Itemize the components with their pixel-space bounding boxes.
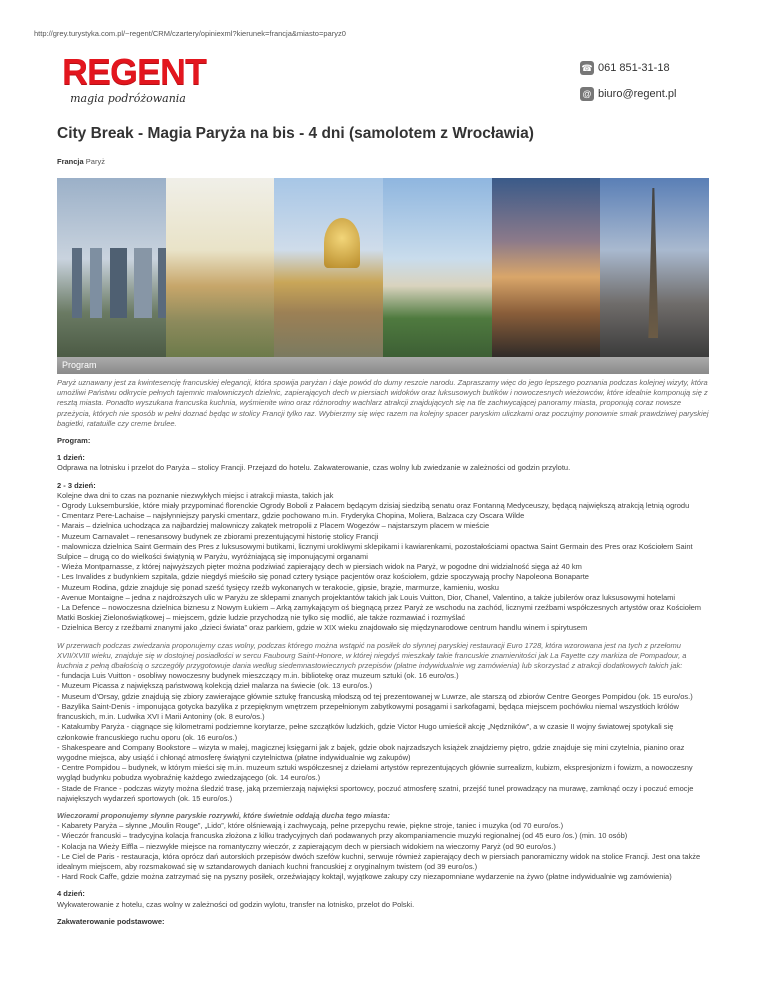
program-section-bar: Program (57, 357, 709, 374)
extra-item: - Muzeum Picassa z największą państwową kolekcją dzieł malarza na świecie (ok. 13 euro/os.) (57, 681, 373, 691)
page-url: http://grey.turystyka.com.pl/~regent/CRM/czartery/opiniexml?kierunek=francja&miasto=paryz0 (34, 29, 346, 38)
regent-logo[interactable] (62, 51, 207, 110)
day4-text: Wykwaterowanie z hotelu, czas wolny w zależności od godzin wylotu, transfer na lotnisko, przelot do Polski. (57, 899, 415, 909)
photo-notre-dame (492, 178, 601, 358)
day23-line: - Cmentarz Pere-Lachaise – najsłynniejszy paryski cmentarz, gdzie pochowano m.in. Fryderyka Chopina, Moliera, Balzaca czy Oscara Wilde (57, 511, 525, 521)
photo-strip (57, 178, 709, 358)
day23-line: - Avenue Montaigne – jedna z najdroższych ulic w Paryżu ze sklepami znanych projektantów takich jak Louis Vuitton, Dior, Chanel, Valentino, a także jubilerów oraz luksusowymi hotelami (57, 592, 676, 602)
lunch-note: W przerwach podczas zwiedzania proponujemy czas wolny, podczas którego można wstąpić na posiłek do słynnej paryskiej restauracji Euro 1728, która wzorowana jest na tych z przełomu XVII/XVIII wieku, znajduje się w dostojnej posiadłości w sercu Faubourg Saint-Honore, w której niegdyś mieszkały takie francuskie znamienitości jak La Fayette czy markiza de Pompadour, a kuchnia z pełną dbałością o szczegóły przygotowuje dania według siedemnastowiecznych przepisów (płatne indywidualnie wg zamówienia) lub skorzystać z atrakcji dodatkowych takich jak: (57, 640, 687, 671)
evening-item: - Kolacja na Wieży Eiffla – niezwykłe miejsce na romantyczny wieczór, z zapierającym dech w piersiach widokiem na wieczorny Paryż (od 90 euro/os.) (57, 841, 556, 851)
phone-icon: ☎ (581, 63, 593, 73)
day23-title: 2 - 3 dzień: (57, 480, 96, 490)
intro-text: Paryż uznawany jest za kwintesencję francuskiej elegancji, która spowija paryżan i daje powód do dumy reszcie narodu. Zapraszamy więc do jego lepszego poznania podczas kolejnej wizyty, która umożliwi Państwu odkrycie pełnych tajemnic malowniczych dzielnic, zapierających dech w piersiach widoków oraz luksusowych butików i nowoczesnych wieżowców, które idealnie komponują się z resztą miasta. Ponadto wyszukana francuska kuchnia, wyśmienite wino oraz różnorodny wachlarz atrakcji znajdujących się na tle zachwycającej panoramy miasta, proponują coraz nowsze przeżycia, których nie sposób w pełni doznać będąc w stolicy Francji tylko raz. Wybierzmy się więc razem na kolejny spacer paryskim uliczkami oraz poczujmy ponownie smak prawdziwej paryskiej bagietki, ratatuille czy creme brulee. (57, 378, 709, 428)
page-title: City Break - Magia Paryża na bis - 4 dni (samolotem z Wrocławia) (57, 125, 534, 142)
day23-line: - Ogrody Luksemburskie, które miały przypominać florenckie Ogrody Boboli z Pałacem będącym dzisiaj siedzibą senatu oraz Fontanną Medyceuszy, będącą największą atrakcją letnią ogrodu (57, 501, 690, 511)
photo-versailles (166, 178, 275, 358)
email-address[interactable]: biuro@regent.pl (598, 88, 677, 100)
location-country: Francja (57, 157, 84, 166)
accommodation-heading: Zakwaterowanie podstawowe: (57, 916, 165, 926)
day23-line: - Muzeum Carnavalet – renesansowy budynek ze zbiorami prezentującymi historię stolicy Francji (57, 531, 379, 541)
contact-email[interactable] (580, 84, 676, 104)
evening-item: - Le Ciel de Paris - restauracja, która oprócz dań autorskich przepisów dwóch szefów kuchni, serwuje również zapierający dech w piersiach panoramiczny widok na stolice Francji. Jest ona także idealnym miejscem, aby rozsmakować się w sztandarowych daniach kuchni francuskiej z oryginalnym twistem (od 39 euro/os.) (57, 851, 701, 871)
logo-tagline: magia podróżowania (70, 92, 186, 105)
email-icon: @ (580, 87, 594, 101)
logo-wordmark: REGENT (62, 51, 207, 92)
program-heading: Program: (57, 436, 91, 446)
evening-item: - Hard Rock Caffe, gdzie można zatrzymać się na pyszny posiłek, orzeźwiający koktajl, wyjątkowe zakupy czy niezapomniane wydarzenie na żywo (płatne indywidualnie wg zamówienia) (57, 872, 672, 882)
extra-item: - Katakumby Paryża - ciągnące się kilometrami podziemne korytarze, pełne szczątków ludzkich, gdzie Victor Hugo umieścił akcję „Nędzników”, a w czasie II wojny światowej spotykali się członkowie francuskiego ruchu oporu (ok. 16 euro/os.) (57, 722, 674, 742)
photo-la-defense (57, 178, 166, 358)
contact-box (580, 58, 676, 110)
extra-item: - Museum d'Orsay, gdzie znajdują się zbiory zawierające głównie sztukę francuską młodszą od tej prezentowanej w Luwrze, ale starszą od zbiorów Centre Georges Pompidou (ok. 15 euro/os.) (57, 691, 693, 701)
day1-title: 1 dzień: (57, 453, 85, 463)
day23-line: - Muzeum Rodina, gdzie znajduje się ponad sześć tysięcy rzeźb wykonanych w terakocie, gipsie, brązie, marmurze, kamieniu, wosku (57, 582, 499, 592)
extra-item: - Shakespeare and Company Bookstore – wizyta w małej, magicznej księgarni jak z bajek, gdzie obok najrzadszych książek znajdziemy piętro, gdzie znajduje się mini czytelnia, pianino oraz wygodne miejsca, aby usiąść i chłonąć atmosferę świątyni czytelnictwa (płatne indywidualnie wg zakupów) (57, 742, 685, 762)
program-content (57, 378, 709, 934)
extra-item: - Stade de France - podczas wizyty można śledzić trasę, jaką przemierzają najwięksi sportowcy, poczuć atmosferę szatni, przejść tunel prowadzący na murawę, zamknąć oczy i poczuć emocje największych wydarzeń sportowych (ok. 15 euro/os.) (57, 783, 694, 803)
extra-item: - Bazylika Saint-Denis - imponująca gotycka bazylika z przepięknym wnętrzem przepełnionym zabytkowymi posągami i sarkofagami, będąca miejscem pochówku niemal wszystkich królów francuskich, m.in. Ludwika XVI i Marii Antoniny (ok. 8 euro/os.) (57, 701, 679, 722)
photo-invalides (274, 178, 383, 358)
day4-title: 4 dzień: (57, 889, 85, 899)
photo-rodin-museum (383, 178, 492, 358)
day23-line: - La Defence – nowoczesna dzielnica biznesu z Nowym Łukiem – Arką zamykającym oś biegnącą przez Paryż ze wschodu na zachód, licznymi rzeźbami współczesnych artystów oraz Kościołem Matki Boskiej Zielonoświątkowej – miejscem, gdzie ludzie przychodzą nie tylko się modlić, ale także rozmawiać i rozmyślać (57, 603, 702, 623)
location-city: Paryż (85, 157, 105, 166)
photo-eiffel-tower (600, 178, 709, 358)
phone-number: 061 851-31-18 (598, 62, 670, 74)
day23-line: - Dzielnica Bercy z rzeźbami znanymi jako „dzieci świata” oraz parkiem, gdzie w XIX wieku znajdowało się międzynarodowe centrum handlu winem i spirytusem (57, 623, 588, 633)
day23-line: - Les Invalides z budynkiem szpitala, gdzie niegdyś mieściło się ponad cztery tysiące pacjentów oraz kościołem, gdzie spoczywają prochy Napoleona Bonaparte (57, 572, 589, 582)
day23-line: - malownicza dzielnica Saint Germain des Pres z luksusowymi butikami, licznymi urokliwymi sklepikami i kawiarenkami, pozostałościami opactwa Saint Germain des Pres oraz Kościołem Saint Sulpice – drugą co do wielkości świątynią w Paryżu, wyróżniającą się imponującymi organami (57, 541, 693, 562)
day1-text: Odprawa na lotnisku i przelot do Paryża – stolicy Francji. Przejazd do hotelu. Zakwaterowanie, czas wolny lub zwiedzanie w zależności od godzin przylotu. (57, 463, 571, 473)
extra-item: - fundacja Luis Vuitton - osobliwy nowoczesny budynek mieszczący m.in. bibliotekę oraz muzeum sztuki (ok. 16 euro/os.) (57, 671, 459, 681)
evening-item: - Wieczór francuski – tradycyjna kolacja francuska złożona z kilku tradycyjnych dań podawanych przy akompaniamencie muzyki regionalnej (od 45 euro /os.) (min. 10 osób) (57, 831, 628, 841)
day23-line: - Wieża Montparnasse, z której najwyższych pięter można podziwiać zapierający dech w piersiach widok na Paryż, w pogodne dni widzialność sięga aż 40 km (57, 562, 582, 572)
evenings-heading: Wieczorami proponujemy słynne paryskie rozrywki, które świetnie oddają ducha tego miasta: (57, 810, 390, 820)
evening-item: - Kabarety Paryża – słynne „Moulin Rouge”, „Lido”, które olśniewają i zachwycają, pełne przepychu rewie, piękne stroje, taniec i muzyka (od 70 euro/os.) (57, 821, 564, 831)
day23-line: Kolejne dwa dni to czas na poznanie niezwykłych miejsc i atrakcji miasta, takich jak (57, 490, 334, 500)
location (57, 157, 105, 166)
extra-item: - Centre Pompidou – budynek, w którym mieści się m.in. muzeum sztuki współczesnej z dziełami artystów reprezentujących głównie surrealizm, kubizm, ekspresjonizm i fowizm, a nowoczesny wygląd budynku pobudza wyobraźnię każdego zwiedzającego (ok. 14 euro/os.) (57, 763, 693, 783)
day23-line: - Marais – dzielnica uchodząca za najbardziej malowniczy zakątek metropolii z Placem Wogezów – najstarszym placem w mieście (57, 521, 490, 531)
contact-phone (580, 58, 676, 78)
